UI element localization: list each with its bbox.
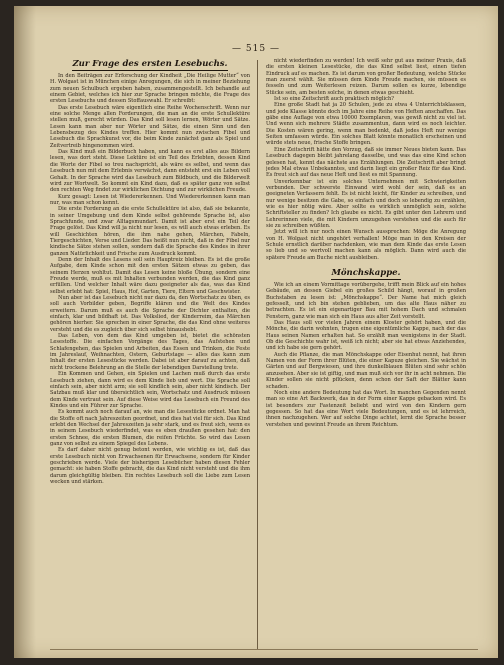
paragraph: Es darf daher nicht genug betont werden, wie wichtig es ist, daß das erste Lesebuch nicht von Erwachsenen für Erwachsene, sondern für Kinder geschrieben werde. Viele der bisherigen Lesebücher haben diesen Fehler gemacht: sie haben Stoffe gebracht, die das Kind nicht versteht und die ihm darum gleichgültig bleiben. Ein rechtes Lesebuch soll die Liebe zum Lesen wecken und stärken. xyxy=(50,447,250,485)
paragraph: Das Haus soll vor vielen Jahren einem Kloster gehört haben, und die Mönche, die darin wohnten, trugen eine eigentümliche Kappe, nach der das Haus seinen Namen erhalten hat. So erzählt man wenigstens in der Stadt. Ob die Geschichte wahr ist, weiß ich nicht; aber sie hat etwas Anziehendes, und ich habe sie gern gehört. xyxy=(266,320,466,352)
bottom-rule xyxy=(50,649,478,650)
paragraph: Unverkennbar ist ein solches Unternehmen mit Schwierigkeiten verbunden. Der schwerste Einwand wird wohl der sein, daß es an geeigneten Verfassern fehlt. Es ist nicht leicht, für Kinder zu schreiben, und nur wenige besitzen die Gabe, so einfach und doch so lebendig zu erzählen, wie es hier nötig wäre. Aber sollte es wirklich unmöglich sein, solche Schriftsteller zu finden? Ich glaube es nicht. Es gibt unter den Lehrern und Lehrerinnen viele, die mit Kindern umzugehen verstehen und die auch für sie zu schreiben wüßten. xyxy=(266,178,466,229)
binding-shadow xyxy=(14,6,36,658)
paragraph: Auch die Pflanze, die man Mönchskappe oder Eisenhut nennt, hat ihren Namen von der Form ihrer Blüten, die einer Kapuze gleichen. Sie wächst in Gärten und auf Bergwiesen, und ihre dunkelblauen Blüten sind sehr schön anzusehen. Aber sie ist giftig, und man muß sich vor ihr in acht nehmen. Die Kinder sollen sie nicht pflücken, denn schon der Saft der Blätter kann schaden. xyxy=(266,351,466,390)
paragraph: Noch eine andere Bedeutung hat das Wort. In manchen Gegenden nennt man so eine Art Backwerk, das in der Form einer Kappe gebacken wird. Es ist besonders zur Fastenzeit beliebt und wird von den Kindern gern gegessen. So hat das eine Wort viele Bedeutungen, und es ist lehrreich, ihnen nachzugehen. Wer auf solche Dinge achtet, lernt die Sprache besser verstehen und gewinnt Freude an ihrem Reichtum. xyxy=(266,389,466,428)
paragraph: Denn der Inhalt des Lesens soll sein Hauptreiz bleiben. Es ist die große Aufgabe, dem Kinde schon mit den ersten Sätzen etwas zu geben, das seinem Herzen wohltut. Damit das Lesen keine bloße Übung, sondern eine Freude werde, muß es mit Inhalten verbunden werden, die das Kind ganz erfüllen. Und welcher Inhalt wäre dazu geeigneter als das, was das Kind selbst erlebt hat: Spiel, Haus, Hof, Garten, Tiere, Eltern und Geschwister. xyxy=(50,256,250,295)
paragraph: Die erste Forderung an die erste Schullektüre ist also, daß sie bekannte, in seiner Umgebung und dem Kinde selbst gehörende Sprache ist, also Sprachfunde, und zwar Alltagsmundart. Damit ist aber erst ein Teil der Frage gelöst. Das Kind will ja nicht nur lesen, es will auch etwas erleben. Es will Geschichten hören, die ihm nahe gehen, Märchen, Fabeln, Tiergeschichten, Verse und Lieder. Das heißt nun nicht, daß in der Fibel nur kindische Sätze stehen sollen, sondern daß die Sprache des Kindes in ihrer ganzen Natürlichkeit und Frische zum Ausdruck kommt. xyxy=(50,206,250,257)
paragraph: Ein Kommen und Gehen, ein Spielen und Lachen muß durch das erste Lesebuch ziehen, dann wird es dem Kinde lieb und wert. Die Sprache soll einfach sein, aber nicht arm; sie soll kindlich sein, aber nicht kindisch. Der Satzbau muß klar und übersichtlich sein, Wortschatz und Ausdruck müssen dem Kinde vertraut sein. Auf diese Weise wird das Lesebuch ein Freund des Kindes und ein Führer zur Sprache. xyxy=(50,371,250,409)
paragraph: Jetzt will ich nur noch einen Wunsch aussprechen: Möge die Anregung von H. Wolgast nicht ungehört verhallen! Möge man in den Kreisen der Schule ernstlich darüber nachdenken, wie man dem Kinde das erste Lesen so lieb und so wertvoll machen kann als möglich. Dann wird auch die spätere Freude am Buche nicht ausbleiben. xyxy=(266,229,466,261)
paragraph: Das Kind muß ein Bilderbuch haben, und kann es erst alles aus Bildern lesen, was dort steht. Diese Lektüre ist ein Teil des Erlebten, dessen Kind die Worte der Fibel so treu nachspricht, als wäre es selbst, und wenn das Lesebuch nun mit dem Erlebnis verwächst, dann entsteht erst ein Leben voll Gehalt. In der Sprache wird das Lesebuch zum Bildbuch, und die Bilderwelt wird zur Wortwelt. So kommt ein Kind dazu, daß es später ganz von selbst den rechten Weg findet zur wirklichen Dichtung und zur wirklichen Freude. xyxy=(50,149,250,194)
paragraph: Eine große Stadt hat ja 20 Schulen, jede zu etwa 4 Unterrichtsklassen, und jede Klasse könnte doch im Jahre eine Reihe von Heften anschaffen. Das gäbe eine Auflage von etwa 10000 Exemplaren, was gewiß nicht zu viel ist. Und wenn sich mehrere Städte zusammentun, dann wird es noch leichter. Die Kosten wären gering, wenn man bedenkt, daß jedes Heft nur wenige Seiten umfassen würde. Ein solches Blatt könnte monatlich erscheinen und würde stets neue, frische Stoffe bringen. xyxy=(266,102,466,147)
paragraph: In den Beiträgen zur Erforschung der Kindheit „Die Heilige Mutter“ von H. Wolgast ist in München einige Anregungen, die sich in meiner Beziehung zum neuen Schulbuch ergeben haben, zusammengestellt. Ich behandle auf einem Gebiet, welches ich hier zur Sprache bringen möchte, die Frage des ersten Lesebuchs und dessen Stoffauswahl. Er schreibt: xyxy=(50,73,250,105)
paragraph: Nun aber ist das Lesebuch nicht nur dazu da, den Wortschatz zu üben, es soll auch Vorbilder geben, Begriffe klären und die Welt des Kindes erweitern. Darum muß es auch die Sprache der Dichter enthalten, die einfach, klar und bildhaft ist. Das Volkslied, der Kinderreim, das Märchen gehören hierher. Sie sprechen in einer Sprache, die das Kind ohne weiteres versteht und die es zugleich über sich selbst hinaushebt. xyxy=(50,295,250,333)
left-column xyxy=(50,58,250,654)
paragraph: Kurz gesagt: Lesen ist Wiedererkennen. Und Wiedererkennen kann man nur, was man schon kennt. xyxy=(50,193,250,206)
column-divider xyxy=(257,60,258,650)
page-number: — 515 — xyxy=(232,44,280,54)
document-page xyxy=(14,6,498,658)
paragraph: Wie ich an einem Vormittage vorübergehe, trifft mein Blick auf ein hohes Gebäude, an dessen Giebel ein großes Schild hängt, worauf in großen Buchstaben zu lesen ist: „Mönchskappe“. Der Name hat mich gleich gefesselt, und ich bin stehen geblieben, um das alte Haus näher zu betrachten. Es ist ein eigenartiger Bau mit hohem Dach und schmalen Fenstern, ganz wie man sich ein Haus aus alter Zeit vorstellt. xyxy=(266,282,466,320)
paragraph: Eine Zeitschrift hätte den Vorzug, daß sie immer Neues bieten kann. Das Lesebuch dagegen bleibt jahrelang dasselbe, und was das eine Kind schon gelesen hat, kennt das nächste aus Erzählungen. Die Zeitschrift aber bringt jedes Mal etwas Unbekanntes, und darin liegt ein großer Reiz für das Kind. Es freut sich auf das neue Heft und liest es mit Spannung. xyxy=(266,146,466,179)
right-column xyxy=(266,58,466,654)
paragraph: nicht wiederfinden zu werden! Ich weiß sehr gut aus meiner Praxis, daß die ersten kleinen Lesestücke, die das Kind selbst liest, einen tiefen Eindruck auf es machen. Es ist darum von großer Bedeutung, welche Stücke man zuerst wählt. Sie müssen dem Kinde Freude machen, sie müssen es fesseln und zum Weiterlesen reizen. Darum sollen es kurze, lebendige Stücke sein, am besten solche, in denen etwas geschieht. xyxy=(266,58,466,96)
section-heading: Mönchskappe. xyxy=(331,268,401,278)
paragraph: Das erste Lesebuch wäre eigentlich eine Reihe Wochenschrift. Wenn nur eine solche Menge allen Forderungen, die man an die erste Schullektüre stellen muß, gerecht würden. Das Kind soll lesen lernen, Wörter und Sätze. Lesen kann man aber nur Wörter und Sätze, die einen Sinn und den Lebensbezug des Kindes treffen. Hier kommt nun zwischen Fibel und Lesebuch die Sprachkunst vor, die beim Kinde zunächst ganz als Spiel und Zeitvertreib hingenommen wird. xyxy=(50,104,250,149)
article-heading: Zur Frage des ersten Lesebuchs. xyxy=(72,59,228,69)
paragraph: Das Leben, von dem das Kind umgeben ist, bietet die schönsten Lesestoffe. Die einfachen Vorgänge des Tages, das Aufstehen und Schlafengehen, das Spielen und Arbeiten, das Essen und Trinken, die Feste im Jahreslauf, Weihnachten, Ostern, Geburtstage — alles das kann zum Inhalt der ersten Lesestücke werden. Dabei ist aber darauf zu achten, daß nicht trockene Belehrung an die Stelle der lebendigen Darstellung trete. xyxy=(50,333,250,371)
paragraph: Ist so eine Zeitschrift auch praktisch möglich? xyxy=(274,96,394,103)
paragraph: Es kommt auch noch darauf an, wie man die Lesestücke ordnet. Man hat die Stoffe oft nach Jahreszeiten geordnet, und dies hat viel für sich. Das Kind erlebt den Wechsel der Jahreszeiten ja sehr stark, und es freut sich, wenn es in seinem Lesebuch wiederfindet, was es eben draußen gesehen hat: den ersten Schnee, die ersten Blumen, die reifen Früchte. So wird das Lesen ganz von selbst zu einem Spiegel des Lebens. xyxy=(50,409,250,447)
section-gap xyxy=(266,261,466,267)
